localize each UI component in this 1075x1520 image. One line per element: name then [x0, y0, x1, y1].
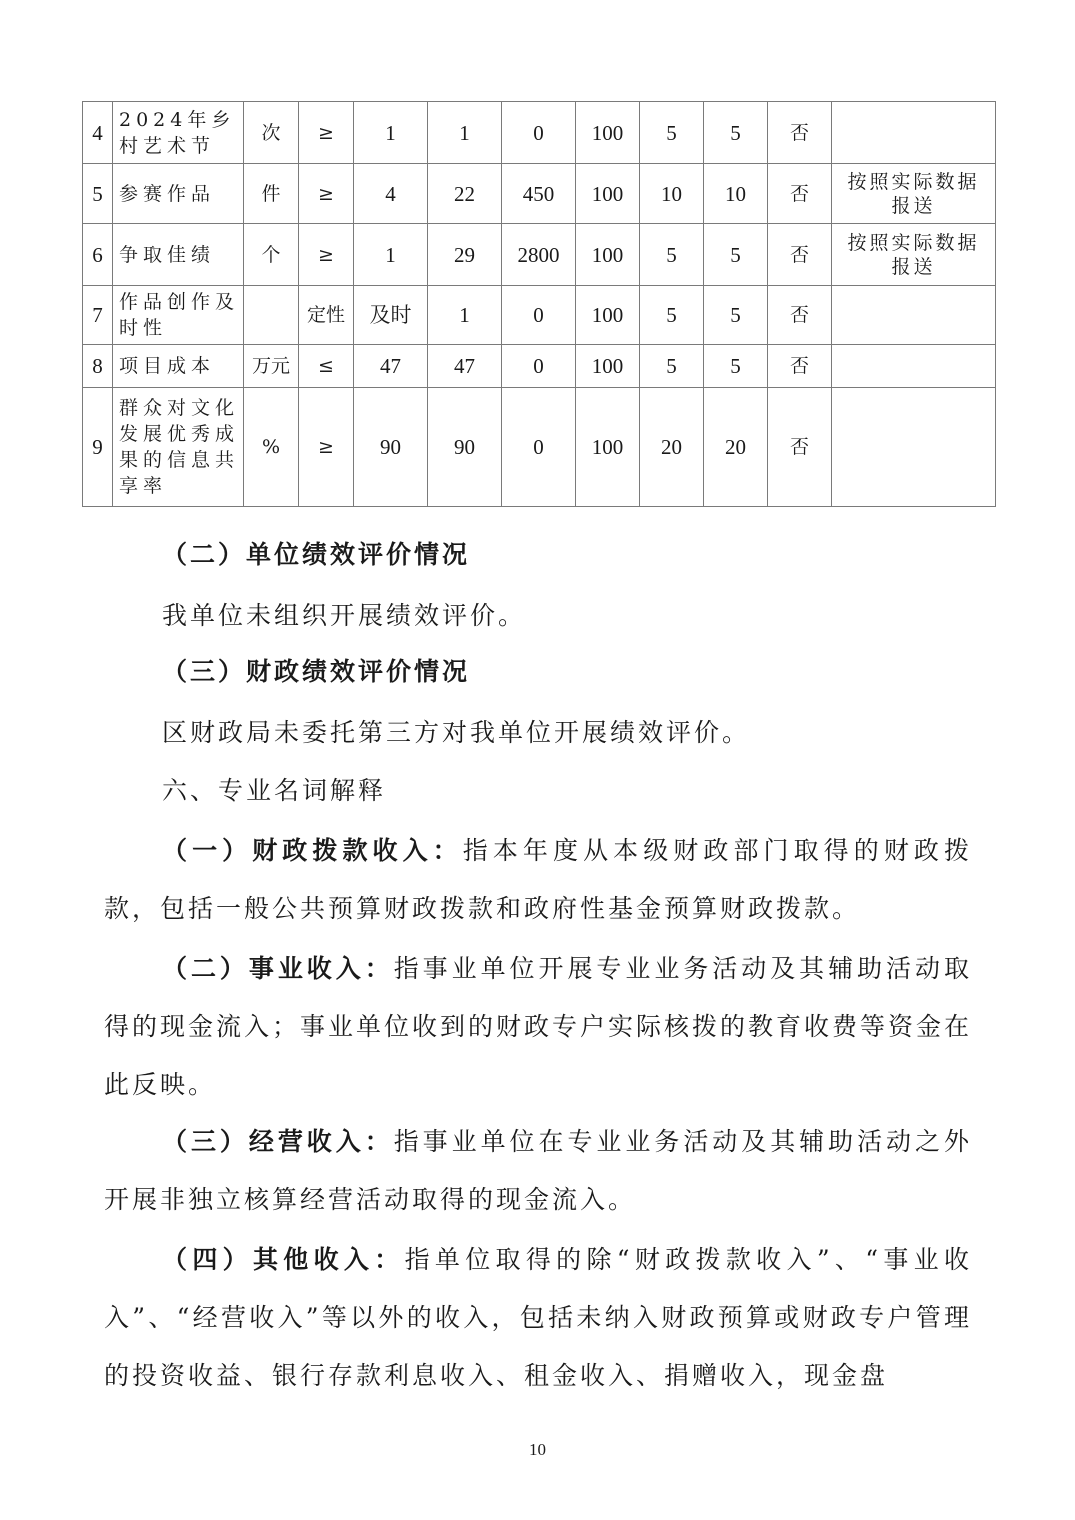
table-row [83, 286, 996, 345]
glossary-term [104, 1113, 972, 1229]
note-cell [832, 345, 996, 388]
weight-value: 20 [640, 388, 704, 507]
deviation-value: 2800 [502, 224, 576, 286]
unit-evaluation-text: 我单位未组织开展绩效评价。 [162, 601, 527, 630]
operator-cell: ≥ [299, 388, 354, 507]
glossary-term [104, 940, 972, 1114]
row-index: 4 [83, 102, 113, 164]
operator-cell: ≥ [299, 224, 354, 286]
completion-rate: 100 [576, 286, 640, 345]
operator-cell: ≥ [299, 102, 354, 164]
note-cell: 按照实际数据报送 [832, 164, 996, 224]
term-label: （四）其他收入： [162, 1245, 405, 1274]
score-value: 20 [704, 388, 768, 507]
unit-cell: 个 [244, 224, 299, 286]
term-label: （三）经营收入： [162, 1127, 394, 1156]
deviation-value: 0 [502, 286, 576, 345]
note-cell [832, 388, 996, 507]
unit-evaluation-heading: （二）单位绩效评价情况 [162, 540, 471, 569]
indicator-name: 作品创作及时性 [113, 286, 244, 345]
deviation-value: 0 [502, 388, 576, 507]
table-row [83, 224, 996, 286]
term-definition: 指单位取得的除“财政拨款收入”、“事业收入”、“经营收入”等以外的收入，包括未纳入财政预算或财政专户管理的投资收益、银行存款利息收入、租金收入、捐赠收入，现金盘 [104, 1245, 972, 1390]
actual-value: 47 [428, 345, 502, 388]
actual-value: 29 [428, 224, 502, 286]
target-value: 1 [354, 102, 428, 164]
row-index: 8 [83, 345, 113, 388]
deviation-flag: 否 [768, 102, 832, 164]
term-definition: 指事业单位开展专业业务活动及其辅助活动取得的现金流入；事业单位收到的财政专户实际核拨的教育收费等资金在此反映。 [104, 954, 973, 1099]
score-value: 10 [704, 164, 768, 224]
deviation-flag: 否 [768, 345, 832, 388]
performance-indicator-table [82, 101, 996, 507]
table-row [83, 345, 996, 388]
deviation-flag: 否 [768, 224, 832, 286]
row-index: 6 [83, 224, 113, 286]
actual-value: 1 [428, 102, 502, 164]
note-cell [832, 286, 996, 345]
note-cell: 按照实际数据报送 [832, 224, 996, 286]
row-index: 7 [83, 286, 113, 345]
indicator-name: 项目成本 [113, 345, 244, 388]
term-definition: 指事业单位在专业业务活动及其辅助活动之外开展非独立核算经营活动取得的现金流入。 [104, 1127, 972, 1214]
page-number: 10 [529, 1440, 546, 1459]
table-row [83, 164, 996, 224]
deviation-value: 450 [502, 164, 576, 224]
target-value: 1 [354, 224, 428, 286]
indicator-name: 参赛作品 [113, 164, 244, 224]
score-value: 5 [704, 102, 768, 164]
completion-rate: 100 [576, 388, 640, 507]
target-value: 4 [354, 164, 428, 224]
glossary-heading: 六、专业名词解释 [162, 776, 387, 805]
target-value: 47 [354, 345, 428, 388]
unit-cell: 次 [244, 102, 299, 164]
score-value: 5 [704, 345, 768, 388]
deviation-value: 0 [502, 345, 576, 388]
row-index: 9 [83, 388, 113, 507]
target-value: 及时 [354, 286, 428, 345]
unit-cell: % [244, 388, 299, 507]
weight-value: 10 [640, 164, 704, 224]
unit-cell: 件 [244, 164, 299, 224]
completion-rate: 100 [576, 345, 640, 388]
score-value: 5 [704, 286, 768, 345]
operator-cell: ≤ [299, 345, 354, 388]
actual-value: 22 [428, 164, 502, 224]
deviation-flag: 否 [768, 164, 832, 224]
weight-value: 5 [640, 286, 704, 345]
completion-rate: 100 [576, 164, 640, 224]
note-cell [832, 102, 996, 164]
actual-value: 90 [428, 388, 502, 507]
deviation-value: 0 [502, 102, 576, 164]
operator-cell: ≥ [299, 164, 354, 224]
weight-value: 5 [640, 224, 704, 286]
finance-evaluation-heading: （三）财政绩效评价情况 [162, 657, 471, 686]
weight-value: 5 [640, 102, 704, 164]
indicator-name: 争取佳绩 [113, 224, 244, 286]
table-row [83, 102, 996, 164]
indicator-name: 2024年乡村艺术节 [113, 102, 244, 164]
term-label: （二）事业收入： [162, 954, 394, 983]
completion-rate: 100 [576, 224, 640, 286]
row-index: 5 [83, 164, 113, 224]
finance-evaluation-text: 区财政局未委托第三方对我单位开展绩效评价。 [162, 718, 751, 747]
unit-cell [244, 286, 299, 345]
term-definition: 指本年度从本级财政部门取得的财政拨款，包括一般公共预算财政拨款和政府性基金预算财政拨款。 [104, 836, 972, 923]
term-label: （一）财政拨款收入： [162, 836, 463, 865]
completion-rate: 100 [576, 102, 640, 164]
score-value: 5 [704, 224, 768, 286]
deviation-flag: 否 [768, 286, 832, 345]
target-value: 90 [354, 388, 428, 507]
operator-cell: 定性 [299, 286, 354, 345]
actual-value: 1 [428, 286, 502, 345]
glossary-term [104, 822, 972, 938]
indicator-name: 群众对文化发展优秀成果的信息共享率 [113, 388, 244, 507]
weight-value: 5 [640, 345, 704, 388]
glossary-term [104, 1231, 972, 1405]
table-row [83, 388, 996, 507]
unit-cell: 万元 [244, 345, 299, 388]
deviation-flag: 否 [768, 388, 832, 507]
